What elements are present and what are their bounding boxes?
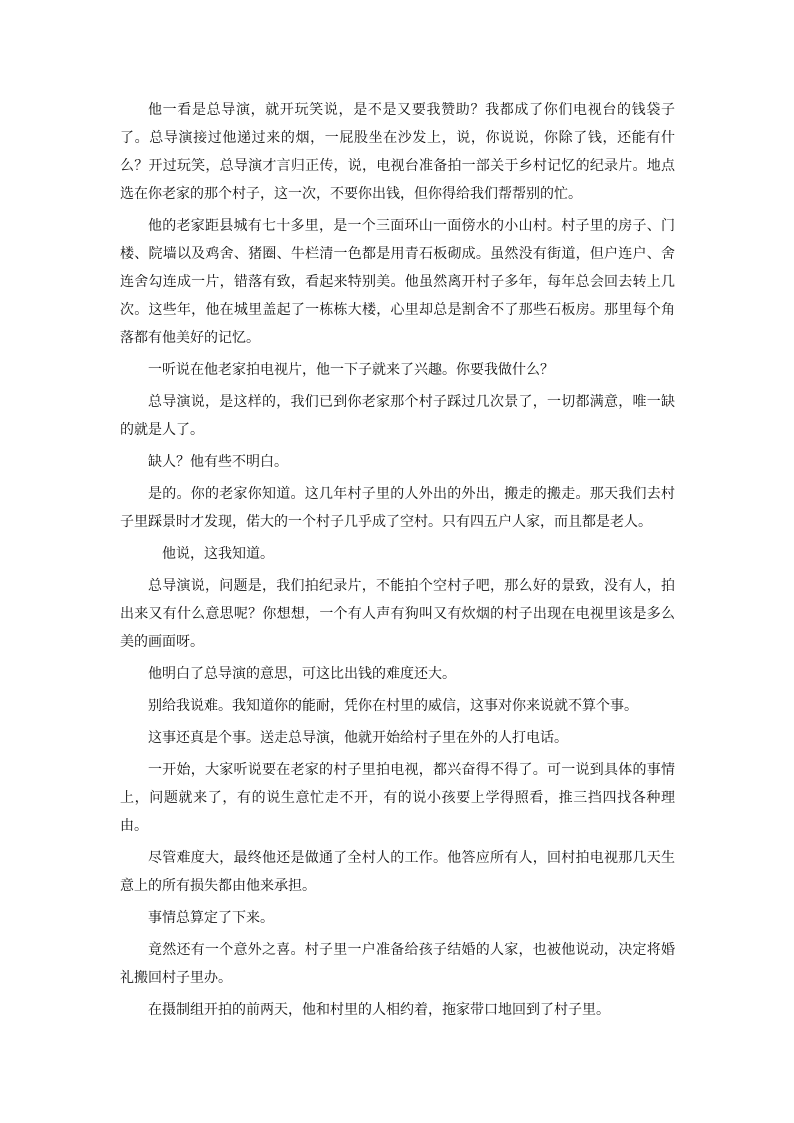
paragraph: 竟然还有一个意外之喜。村子里一户准备给孩子结婚的人家，也被他说动，决定将婚礼搬回村子里办。: [120, 942, 675, 986]
story-text: [120, 96, 675, 1028]
paragraph: 别给我说难。我知道你的能耐，凭你在村里的威信，这事对你来说就不算个事。: [148, 698, 638, 714]
paragraph: 尽管难度大，最终他还是做通了全村人的工作。他答应所有人，回村拍电视那几天生意上的所有损失都由他来承担。: [120, 850, 675, 894]
paragraph: 是的。你的老家你知道。这几年村子里的人外出的外出，搬走的搬走。那天我们去村子里踩景时才发现，偌大的一个村子几乎成了空村。只有四五户人家，而且都是老人。: [120, 486, 675, 530]
paragraph: 一听说在他老家拍电视片，他一下子就来了兴趣。你要我做什么？: [148, 362, 554, 378]
paragraph: 在摄制组开拍的前两天，他和村里的人相约着，拖家带口地回到了村子里。: [148, 1002, 610, 1018]
paragraph: 他明白了总导演的意思，可这比出钱的难度还大。: [148, 666, 456, 682]
paragraph: 他说，这我知道。: [162, 546, 274, 562]
paragraph: 缺人？他有些不明白。: [148, 454, 288, 470]
paragraph: 他的老家距县城有七十多里，是一个三面环山一面傍水的小山村。村子里的房子、门楼、院墙以及鸡舍、猪圈、牛栏清一色都是用青石板砌成。虽然没有街道，但户连户、舍连舍勾连成一片，错落有致，看起来特别美。他虽然离开村子多年，每年总会回去转上几次。这些年，他在城里盖起了一栋栋大楼，心里却总是割舍不了那些石板房。那里每个角落都有他美好的记忆。: [120, 218, 675, 346]
paragraph: 这事还真是个事。送走总导演，他就开始给村子里在外的人打电话。: [148, 730, 568, 746]
paragraph: 事情总算定了下来。: [148, 910, 274, 926]
paragraph: 总导演说，是这样的，我们已到你老家那个村子踩过几次景了，一切都满意，唯一缺的就是人了。: [120, 394, 675, 438]
paragraph: 一开始，大家听说要在老家的村子里拍电视，都兴奋得不得了。可一说到具体的事情上，问题就来了，有的说生意忙走不开，有的说小孩要上学得照看，推三挡四找各种理由。: [120, 762, 675, 834]
paragraph: 总导演说，问题是，我们拍纪录片，不能拍个空村子吧，那么好的景致，没有人，拍出来又有什么意思呢？你想想，一个有人声有狗叫又有炊烟的村子出现在电视里该是多么美的画面呀。: [120, 578, 675, 650]
paragraph: 他一看是总导演，就开玩笑说，是不是又要我赞助？我都成了你们电视台的钱袋子了。总导演接过他递过来的烟，一屁股坐在沙发上，说，你说说，你除了钱，还能有什么？开过玩笑，总导演才言归正传，说，电视台准备拍一部关于乡村记忆的纪录片。地点选在你老家的那个村子，这一次，不要你出钱，但你得给我们帮帮别的忙。: [120, 102, 675, 202]
